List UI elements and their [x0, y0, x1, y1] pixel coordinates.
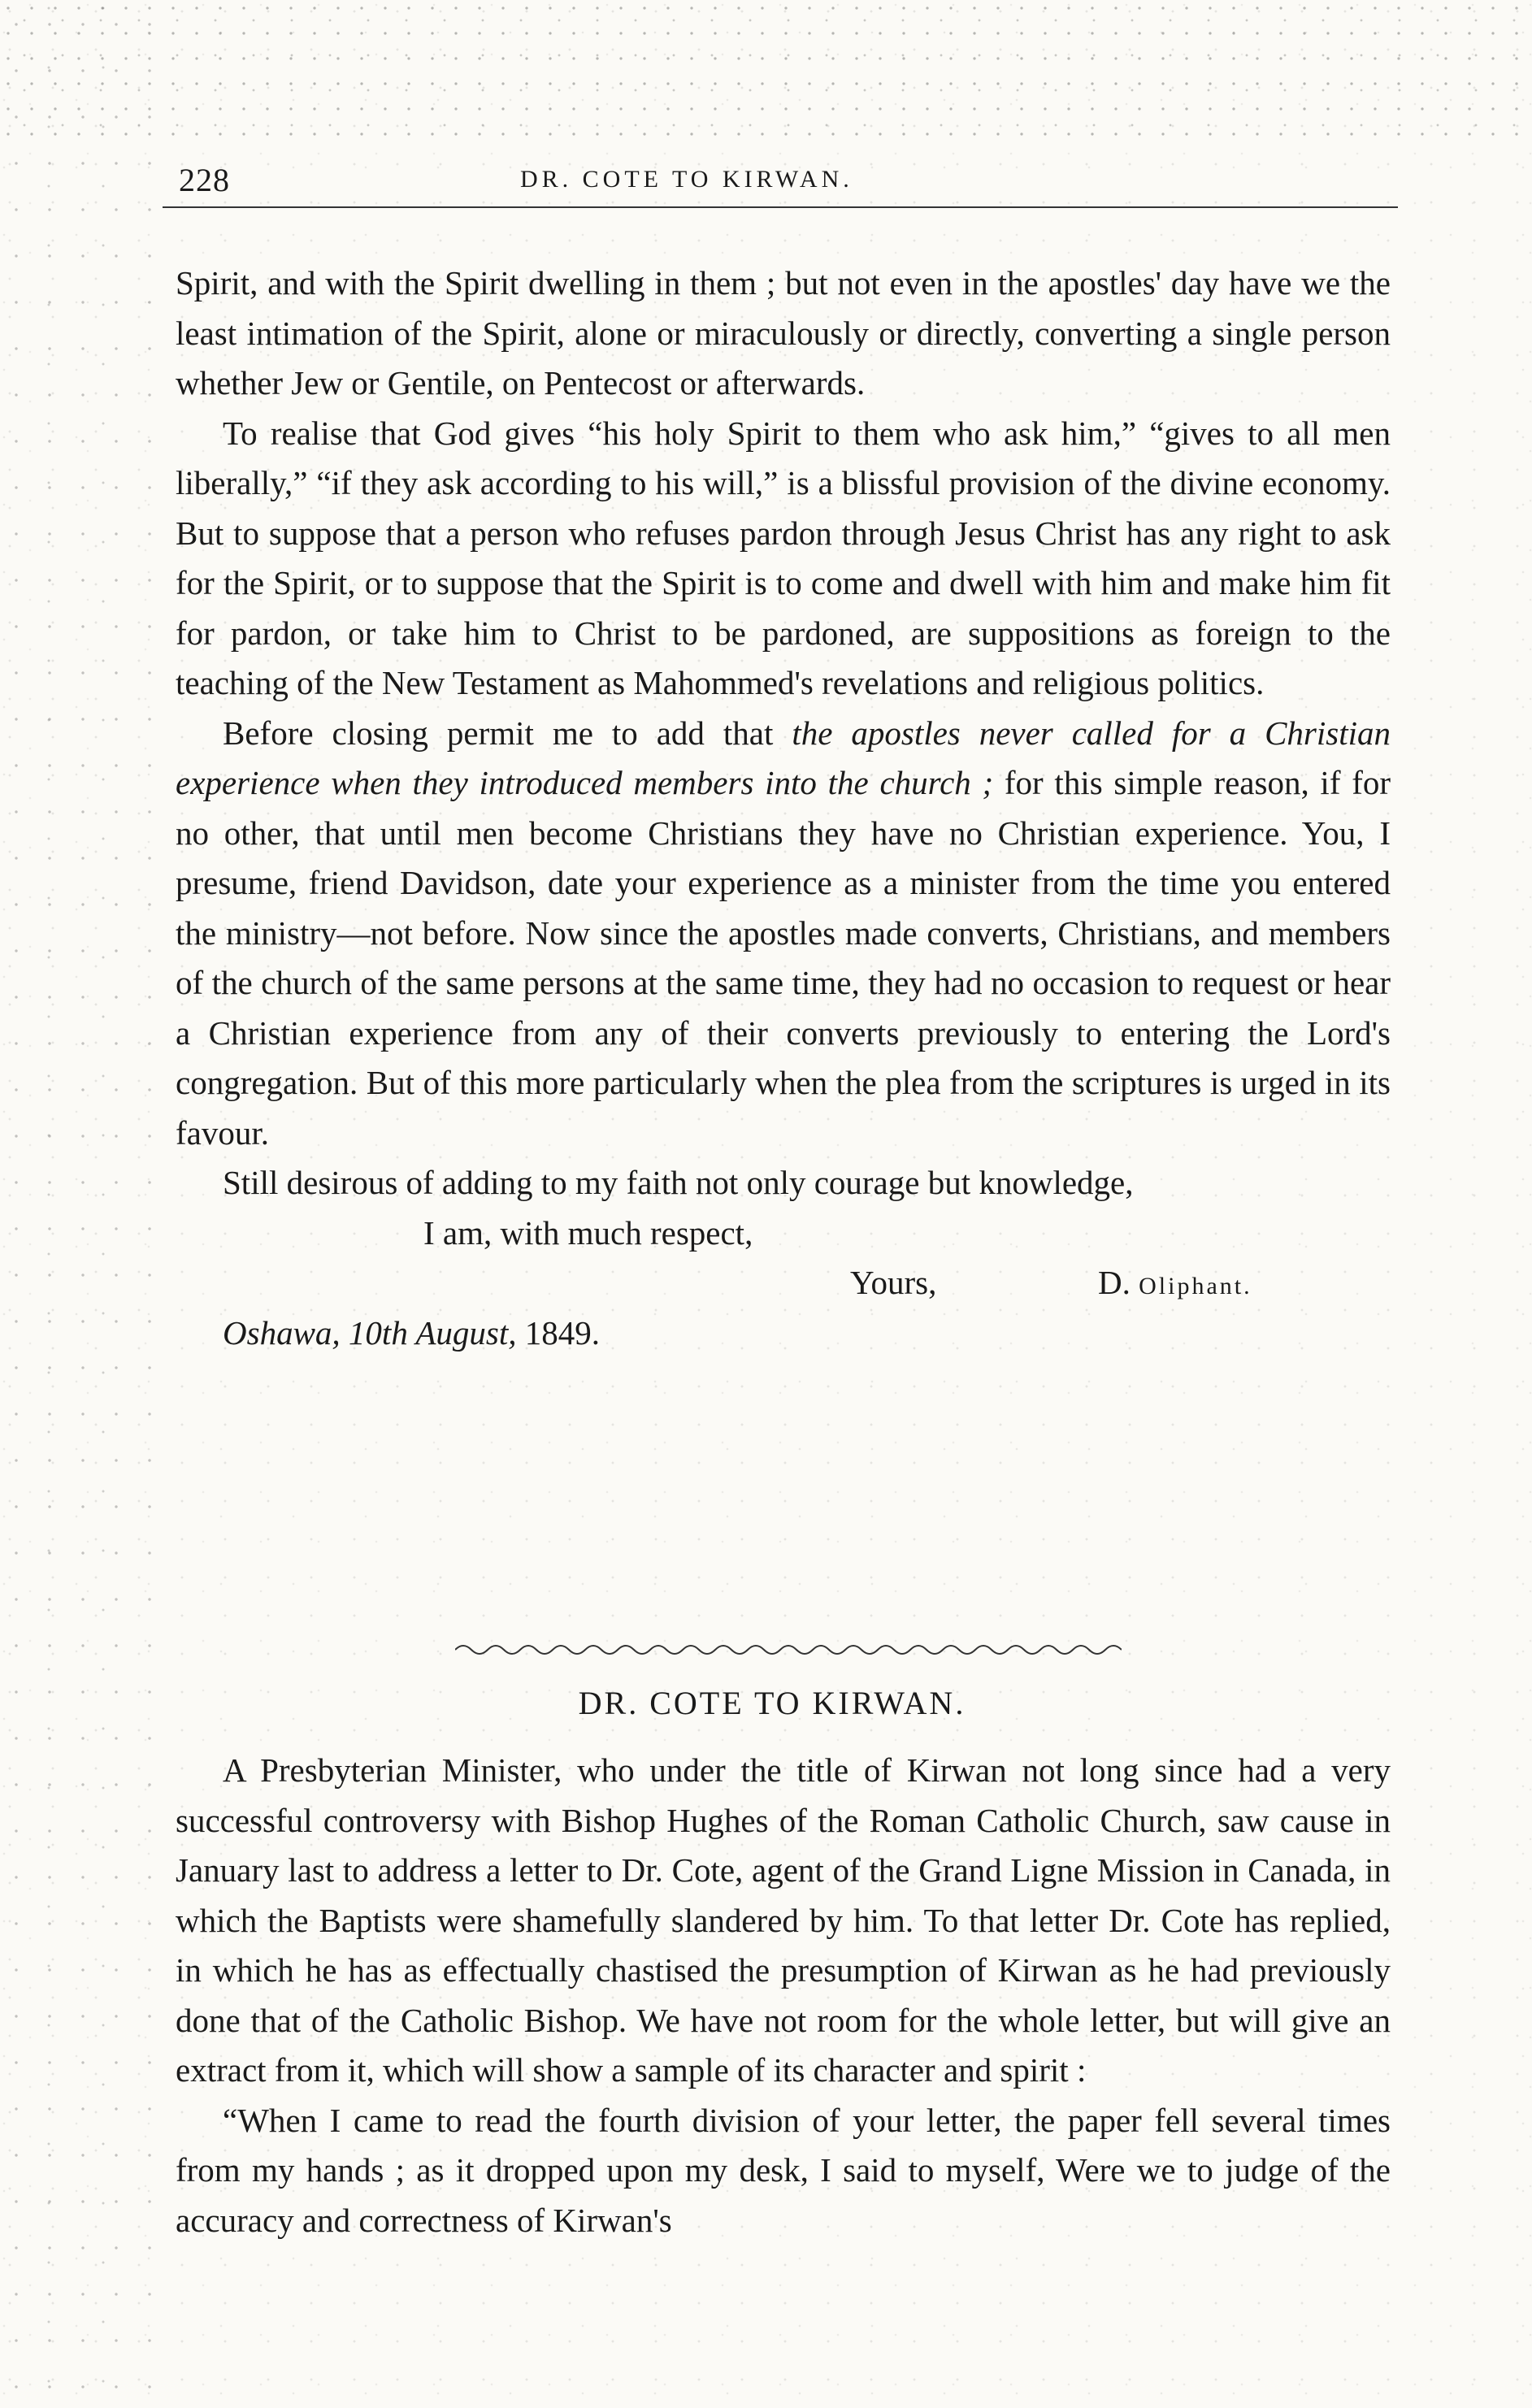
dateline-text — [223, 1308, 600, 1359]
dateline-year: 1849. — [524, 1313, 600, 1352]
respect-line-row — [176, 1208, 1391, 1259]
page-number: 228 — [179, 162, 230, 198]
letter-paragraph-2: To realise that God gives “his holy Spirit to them who ask him,” “gives to all men liberally,” “if they ask according to his will,” is a blissful provision of the divine economy. But to suppose that a person who refuses pardon through Jesus Christ has any right to ask for the Spirit, or to suppose that the Spirit is to come and dwell with him and make him fit for pardon, or take him to Christ to be pardoned, are suppositions as foreign to the teaching of the New Testament as Mahommed's revelations and religious politics. — [176, 414, 1391, 701]
top-margin-noise — [0, 0, 1532, 138]
header-rule — [163, 206, 1398, 208]
dateline-place: Oshawa, — [223, 1313, 341, 1352]
author-surname: Oliphant. — [1139, 1273, 1252, 1299]
dateline — [176, 1308, 1391, 1359]
signature-row — [176, 1258, 1391, 1308]
running-title: DR. COTE TO KIRWAN. — [520, 166, 853, 193]
left-margin-noise — [0, 0, 154, 2408]
dateline-date: 10th August, — [348, 1313, 517, 1352]
paragraph-3-lead: Before closing permit me to add that — [223, 714, 792, 752]
section-divider-ornament — [455, 1642, 1122, 1658]
letter-paragraph-3 — [176, 709, 1391, 1159]
author-initial: D. — [1098, 1264, 1131, 1301]
article-paragraph-2: “When I came to read the fourth division of your letter, the paper fell several times from my hands ; as it dropped upon my desk, I said to myself, Were we to judge of the accuracy and correctness of Kirwan's — [176, 2101, 1391, 2239]
article-title: DR. COTE TO KIRWAN. — [578, 1685, 966, 1721]
respect-line: I am, with much respect, — [423, 1213, 753, 1252]
running-head — [179, 161, 1398, 200]
letter-body — [176, 258, 1391, 1358]
author-signature — [1098, 1258, 1252, 1312]
closing-line: Still desirous of adding to my faith not only courage but knowledge, — [223, 1164, 1134, 1201]
paragraph-3-italic: the apostles never called for a Christian experience when they introduced members into the church ; — [176, 714, 1391, 801]
article-body — [176, 1746, 1391, 2245]
article-paragraph-1: A Presbyterian Minister, who under the title of Kirwan not long since had a very successful controversy with Bishop Hughes of the Roman Catholic Church, saw cause in January last to address a letter to Dr. Cote, agent of the Grand Ligne Mission in Canada, in which the Baptists were shamefully slandered by him. To that letter Dr. Cote has replied, in which he has as effectually chastised the presumption of Kirwan as he had previously done that of the Catholic Bishop. We have not room for the whole letter, but will give an extract from it, which will show a sample of its character and spirit : — [176, 1751, 1391, 2089]
paragraph-3-rest: for this simple reason, if for no other, that until men become Christians they have no Christian experience. You, I presume, friend Davidson, date your experience as a minister from the time you entered the ministry—not before. Now since the apostles made converts, Christians, and members of the church of the same persons at the same time, they had no occasion to request or hear a Christian experience from any of their converts previously to entering the Lord's congregation. But of this more particularly when the plea from the scriptures is urged in its favour. — [176, 764, 1391, 1152]
letter-paragraph-1: Spirit, and with the Spirit dwelling in them ; but not even in the apostles' day have we the least intimation of the Spirit, alone or miraculously or directly, converting a single person whether Jew or Gentile, on Pentecost or afterwards. — [176, 264, 1391, 401]
yours-text: Yours, — [850, 1264, 937, 1301]
